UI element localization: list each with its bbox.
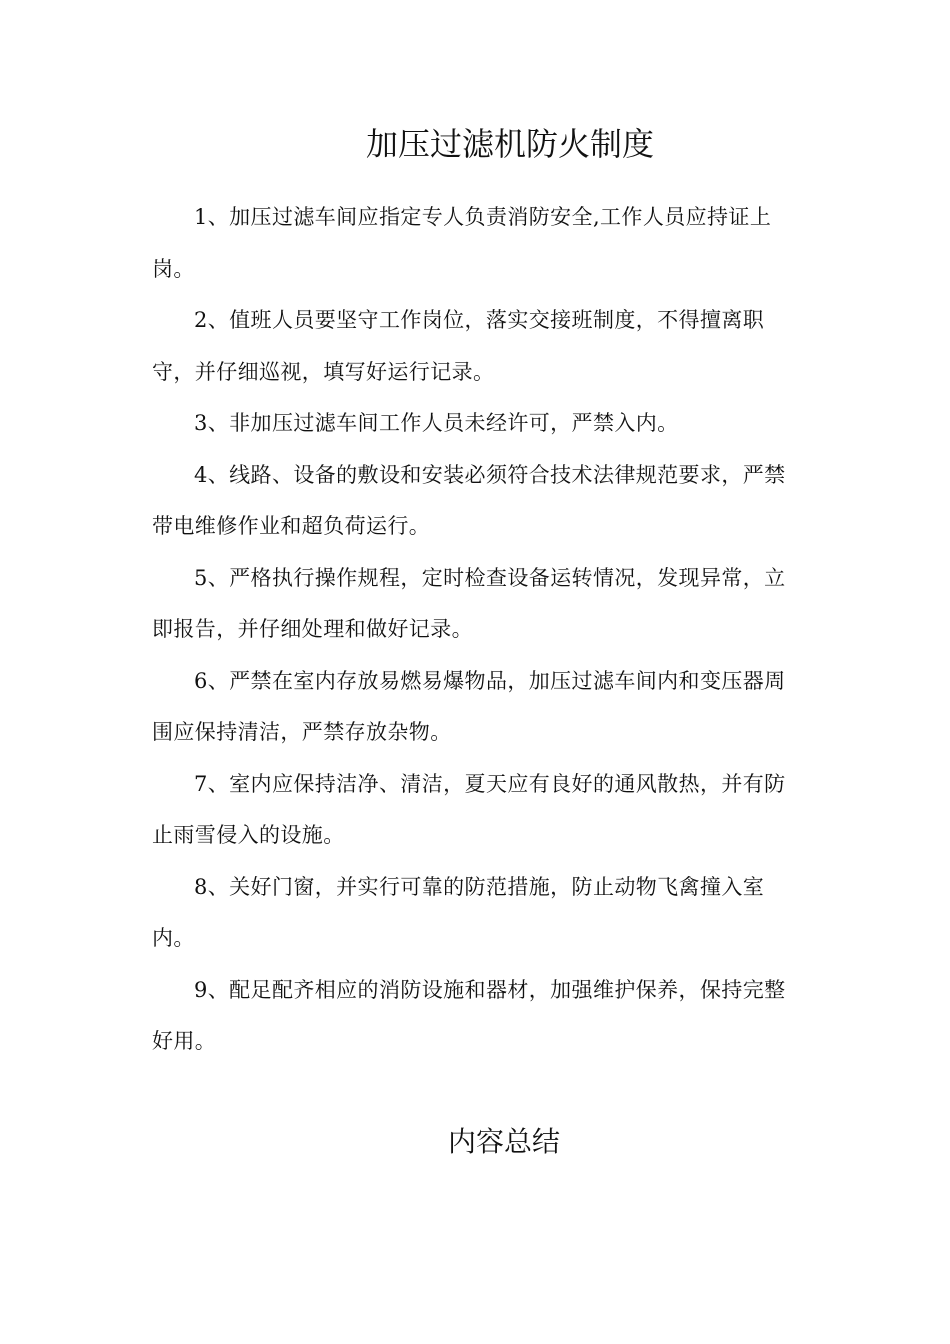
rule-item: 2、值班人员要坚守工作岗位，落实交接班制度，不得擅离职守，并仔细巡视，填写好运行记录。 [152,308,765,384]
rule-item: 3、非加压过滤车间工作人员未经许可，严禁入内。 [194,411,679,435]
rule-item: 1、加压过滤车间应指定专人负责消防安全,工作人员应持证上岗。 [152,205,772,281]
rule-item: 5、严格执行操作规程，定时检查设备运转情况，发现异常，立即报告，并仔细处理和做好记录。 [152,565,786,641]
rule-item: 7、室内应保持洁净、清洁，夏天应有良好的通风散热，并有防止雨雪侵入的设施。 [152,771,786,847]
rule-item: 4、线路、设备的敷设和安装必须符合技术法律规范要求，严禁带电维修作业和超负荷运行。 [152,462,786,538]
rule-item: 6、严禁在室内存放易燃易爆物品，加压过滤车间内和变压器周围应保持清洁，严禁存放杂物。 [152,668,786,744]
summary-heading: 内容总结 [447,1125,560,1158]
rule-item: 9、配足配齐相应的消防设施和器材，加强维护保养，保持完整好用。 [152,977,786,1053]
document-title: 加压过滤机防火制度 [365,125,654,163]
rule-item: 8、关好门窗，并实行可靠的防范措施，防止动物飞禽撞入室内。 [152,874,765,950]
rules-list [152,192,792,1068]
